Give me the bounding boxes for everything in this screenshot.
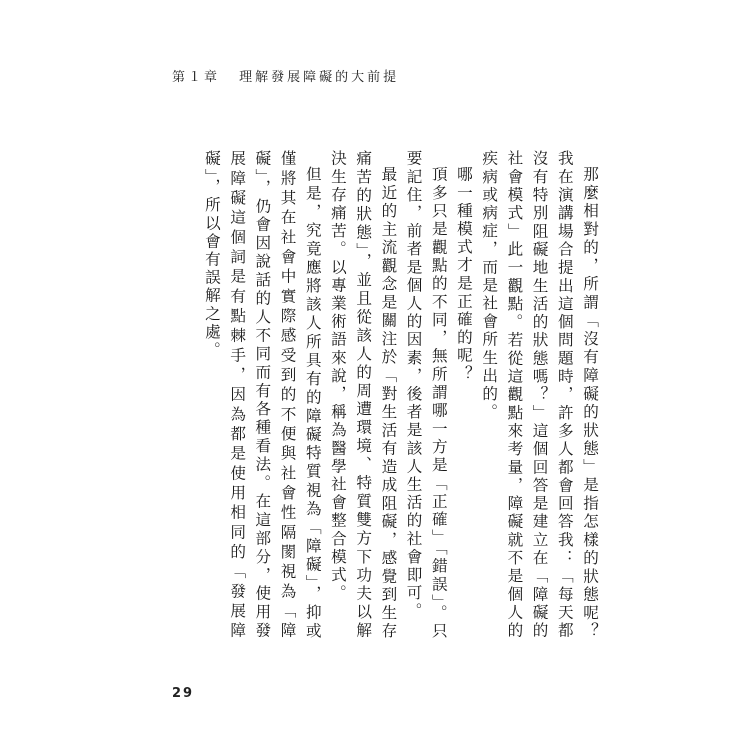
chapter-number: 第１章 [172, 70, 221, 85]
paragraph-1: 那麼相對的，所謂「沒有障礙的狀態」是指怎樣的狀態呢？我在演講場合提出這個問題時，許多人都會回答我：「每天都沒有特別阻礙地生活的狀態嗎？」這個回答是建立在「障礙的社會模式」此一觀點。若從這觀點來考量，障礙就不是個人的疾病或病症，而是社會所生出的。 [480, 150, 599, 640]
paragraph-2: 哪一種模式才是正確的呢？ [454, 165, 473, 383]
paragraph-5: 但是，究竟應將該人所具有的障礙特質視為「障礙」，抑或僅將其在社會中實際感受到的不便與社會性隔閡視為「障礙」，仍會因說話的人不同而有各種看法。在這部分，使用發展障礙這個詞是有點棘手，因為都是使用相同的「發展障礙」，所以會有誤解之處。 [202, 150, 322, 640]
paragraph-4: 最近的主流觀念是關注於「對生活有造成阻礙，感覺到生存痛苦的狀態」，並且從該人的周遭環境、特質雙方下功夫以解決生存痛苦。以專業術語來說，稱為醫學社會整合模式。 [328, 150, 398, 640]
vertical-body-text [162, 150, 602, 640]
chapter-title: 理解發展障礙的大前提 [239, 70, 400, 85]
running-head [172, 66, 399, 85]
paragraph-3: 頂多只是觀點的不同，無所謂哪一方是「正確」「錯誤」。只要記住，前者是個人的因素，後者是該人生活的社會即可。 [404, 150, 448, 640]
page-number: 29 [172, 686, 195, 701]
